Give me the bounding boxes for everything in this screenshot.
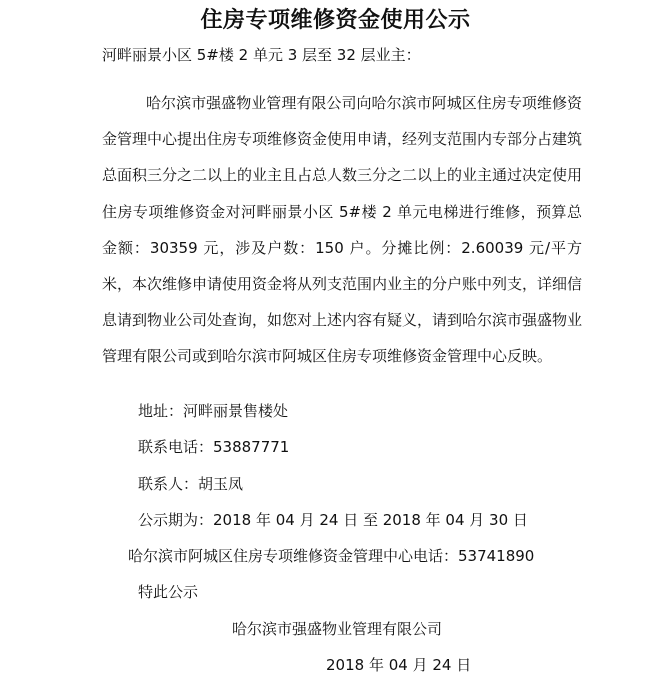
notice-body-paragraph: 哈尔滨市强盛物业管理有限公司向哈尔滨市阿城区住房专项维修资金管理中心提出住房专项维修资金使用申请，经列支范围内专部分占建筑总面积三分之二以上的业主且占总人数三分之二以上的业主通过决定使用住房专项维修资金对河畔丽景小区 5#楼 2 单元电梯进行维修，预算总金额：30359 元，涉及户数：150 户。分摊比例：2.60039 元/平方米，本次维修申请使用资金将从列支范围内业主的分户账中列支，详细信息请到物业公司处查询，如您对上述内容有疑义，请到哈尔滨市强盛物业管理有限公司或到哈尔滨市阿城区住房专项维修资金管理中心反映。: [102, 94, 583, 366]
notice-title: 住房专项维修资金使用公示: [200, 8, 471, 33]
signature-company: 哈尔滨市强盛物业管理有限公司: [232, 620, 443, 638]
management-center-phone-line: 哈尔滨市阿城区住房专项维修资金管理中心电话：53741890: [128, 547, 535, 565]
contact-person-line: 联系人：胡玉凤: [138, 475, 244, 493]
address-line: 地址：河畔丽景售楼处: [138, 402, 289, 420]
phone-line: 联系电话：53887771: [138, 438, 290, 456]
notice-period-line: 公示期为：2018 年 04 月 24 日 至 2018 年 04 月 30 日: [138, 511, 528, 529]
closing-line: 特此公示: [138, 583, 199, 601]
addressee-line: 河畔丽景小区 5#楼 2 单元 3 层至 32 层业主：: [102, 46, 421, 64]
signature-date: 2018 年 04 月 24 日: [326, 656, 472, 674]
